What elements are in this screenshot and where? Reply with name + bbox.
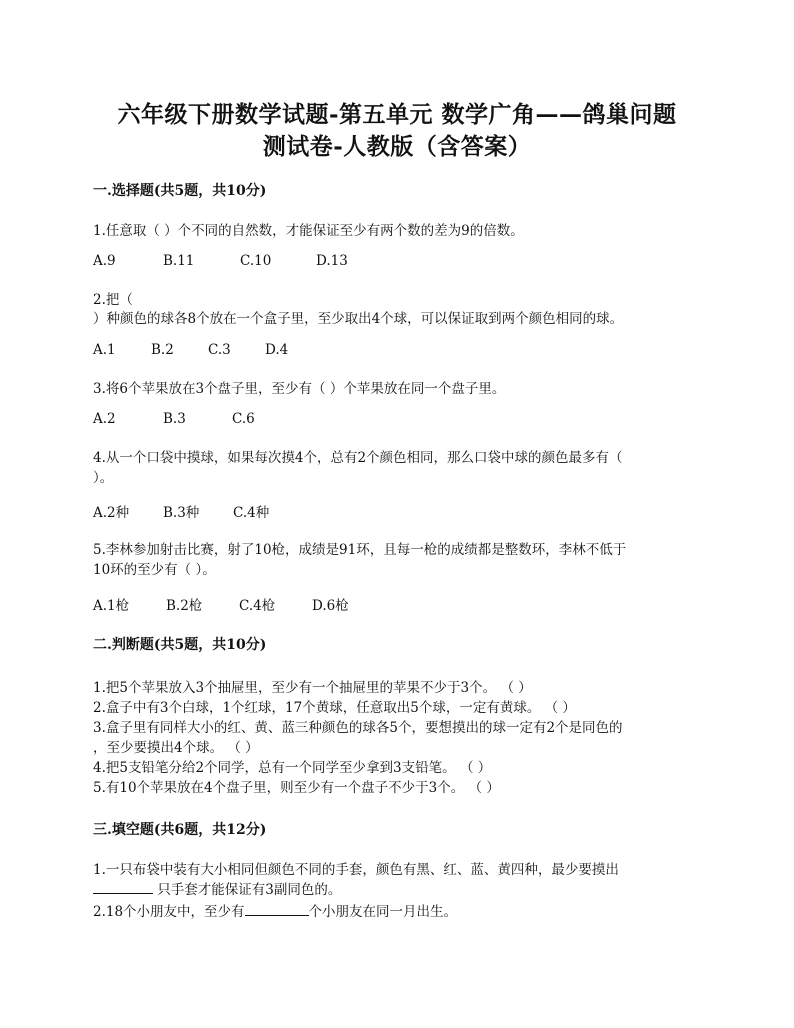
fill-question-1-line1: 1.一只布袋中装有大小相同但颜色不同的手套，颜色有黑、红、蓝、黄四种，最少要摸出	[93, 862, 619, 878]
fill-question-2-tail: 个小朋友在同一月出生。	[308, 904, 458, 920]
question-1-options	[93, 253, 348, 269]
page-title-line2: 测试卷-人教版（含答案）	[262, 133, 532, 160]
question-1-text: 1.任意取（ ）个不同的自然数，才能保证至少有两个数的差为9的倍数。	[93, 223, 524, 239]
question-4-line1: 4.从一个口袋中摸球，如果每次摸4个，总有2个颜色相同，那么口袋中球的颜色最多有（	[93, 450, 623, 466]
question-5-options	[93, 594, 349, 614]
option-d: D.13	[316, 253, 348, 269]
option-b: B.3	[163, 411, 186, 427]
fill-question-2-head: 2.18个小朋友中，至少有	[93, 904, 245, 920]
option-c: C.4种	[233, 505, 270, 521]
option-c: C.4枪	[239, 598, 276, 614]
answer-blank[interactable]	[93, 879, 153, 894]
question-3-options	[93, 411, 255, 427]
question-5-line2: 10环的至少有（ ）。	[93, 562, 216, 578]
question-2-line1: 2.把（	[93, 292, 133, 308]
judgment-line-1: 1.把5个苹果放入3个抽屉里，至少有一个抽屉里的苹果不少于3个。 （ ）	[93, 680, 532, 696]
fill-question-1-tail: 只手套才能保证有3副同色的。	[153, 882, 342, 898]
option-a: A.2种	[93, 505, 130, 521]
question-3-text: 3.将6个苹果放在3个盘子里，至少有（ ）个苹果放在同一个盘子里。	[93, 381, 506, 397]
fill-question-2	[93, 900, 457, 920]
question-5-line1: 5.李林参加射击比赛，射了10枪，成绩是91环，且每一枪的成绩都是整数环，李林不低于	[93, 542, 627, 558]
option-b: B.2枪	[166, 598, 203, 614]
judgment-line-6: 5.有10个苹果放在4个盘子里，则至少有一个盘子不少于3个。 （ ）	[93, 780, 500, 796]
judgment-line-3: 3.盒子里有同样大小的红、黄、蓝三种颜色的球各5个，要想摸出的球一定有2个是同色的	[93, 720, 623, 736]
option-b: B.2	[151, 342, 174, 358]
page-title-line1: 六年级下册数学试题-第五单元 数学广角——鸽巢问题	[117, 101, 677, 128]
judgment-line-5: 4.把5支铅笔分给2个同学，总有一个同学至少拿到3支铅笔。 （ ）	[93, 760, 492, 776]
option-a: A.9	[93, 253, 116, 269]
question-2-line2: ）种颜色的球各8个放在一个盒子里，至少取出4个球，可以保证取到两个颜色相同的球。	[93, 311, 624, 327]
option-a: A.1枪	[93, 598, 130, 614]
answer-blank[interactable]	[245, 901, 309, 916]
section-heading-choice: 一.选择题(共5题，共10分)	[93, 183, 267, 199]
judgment-line-2: 2.盒子中有3个白球，1个红球，17个黄球，任意取出5个球，一定有黄球。 （ ）	[93, 700, 576, 716]
option-a: A.1	[93, 342, 116, 358]
judgment-line-4: ，至少要摸出4个球。 （ ）	[93, 740, 259, 756]
question-4-options	[93, 501, 269, 521]
option-c: C.6	[232, 411, 255, 427]
option-a: A.2	[93, 411, 116, 427]
option-c: C.10	[240, 253, 272, 269]
question-4-line2: ）。	[93, 470, 114, 486]
option-b: B.11	[163, 253, 195, 269]
option-d: D.6枪	[312, 598, 349, 614]
option-c: C.3	[208, 342, 231, 358]
section-heading-judgment: 二.判断题(共5题，共10分)	[93, 637, 267, 653]
option-d: D.4	[265, 342, 289, 358]
fill-question-1-line2	[93, 878, 341, 898]
question-2-options	[93, 342, 288, 358]
section-heading-fill-blank: 三.填空题(共6题，共12分)	[93, 822, 267, 838]
option-b: B.3种	[163, 505, 200, 521]
